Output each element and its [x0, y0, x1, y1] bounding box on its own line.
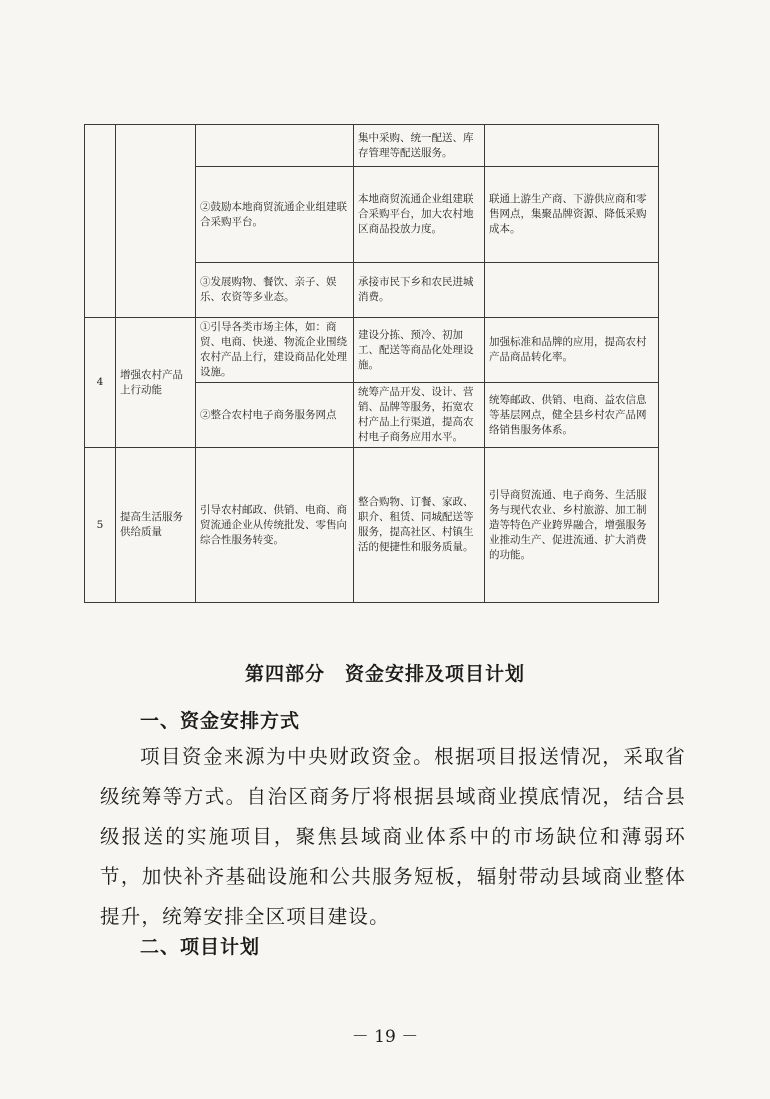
- table-cell: ①引导各类市场主体，如：商贸、电商、快递、物流企业围绕农村产品上行，建设商品化处理设施。: [196, 318, 354, 383]
- table-cell: 加强标准和品牌的应用，提高农村产品商品转化率。: [485, 318, 659, 383]
- page-number: － 19 －: [351, 1027, 419, 1047]
- heading-funding: 一、资金安排方式: [140, 710, 301, 732]
- table-cell: 本地商贸流通企业组建联合采购平台，加大农村地区商品投放力度。: [354, 167, 485, 263]
- table-cell-num: 4: [85, 318, 116, 448]
- table-row: [85, 448, 659, 603]
- project-table: [84, 124, 659, 603]
- table-row: [85, 318, 659, 383]
- table-cell: 引导农村邮政、供销、电商、商贸流通企业从传统批发、零售向综合性服务转变。: [196, 448, 354, 603]
- table-cell-title: [116, 125, 196, 318]
- funding-paragraph: 项目资金来源为中央财政资金。根据项目报送情况，采取省级统筹等方式。自治区商务厅将根据县域商业摸底情况，结合县级报送的实施项目，聚焦县域商业体系中的市场缺位和薄弱环节，加快补齐基础设施和公共服务短板，辐射带动县域商业整体提升，统筹安排全区项目建设。: [100, 745, 686, 928]
- table-row: [85, 125, 659, 167]
- table-cell: 整合购物、订餐、家政、职介、租赁、同城配送等服务，提高社区、村镇生活的便捷性和服务质量。: [354, 448, 485, 603]
- table-cell-title: 提高生活服务供给质量: [116, 448, 196, 603]
- table-cell: 承接市民下乡和农民进城消费。: [354, 263, 485, 318]
- table-cell: [485, 263, 659, 318]
- table-cell: ③发展购物、餐饮、亲子、娱乐、农资等多业态。: [196, 263, 354, 318]
- heading-project-plan: 二、项目计划: [140, 936, 261, 958]
- table-cell: 统筹产品开发、设计、营销、品牌等服务，拓宽农村产品上行渠道，提高农村电子商务应用水平。: [354, 383, 485, 448]
- table-cell: 统筹邮政、供销、电商、益农信息等基层网点，健全县乡村农产品网络销售服务体系。: [485, 383, 659, 448]
- table-cell: ②鼓励本地商贸流通企业组建联合采购平台。: [196, 167, 354, 263]
- table-cell: 联通上游生产商、下游供应商和零售网点，集聚品牌资源、降低采购成本。: [485, 167, 659, 263]
- table-cell-title: 增强农村产品上行动能: [116, 318, 196, 448]
- table-cell: 引导商贸流通、电子商务、生活服务与现代农业、乡村旅游、加工制造等特色产业跨界融合，增强服务业推动生产、促进流通、扩大消费的功能。: [485, 448, 659, 603]
- table-cell-num: 5: [85, 448, 116, 603]
- table-cell: ②整合农村电子商务服务网点: [196, 383, 354, 448]
- table-cell-num: [85, 125, 116, 318]
- table-cell: [485, 125, 659, 167]
- section-title: 第四部分 资金安排及项目计划: [244, 663, 525, 685]
- table-cell: 集中采购、统一配送、库存管理等配送服务。: [354, 125, 485, 167]
- table-cell: 建设分拣、预冷、初加工、配送等商品化处理设施。: [354, 318, 485, 383]
- table-cell: [196, 125, 354, 167]
